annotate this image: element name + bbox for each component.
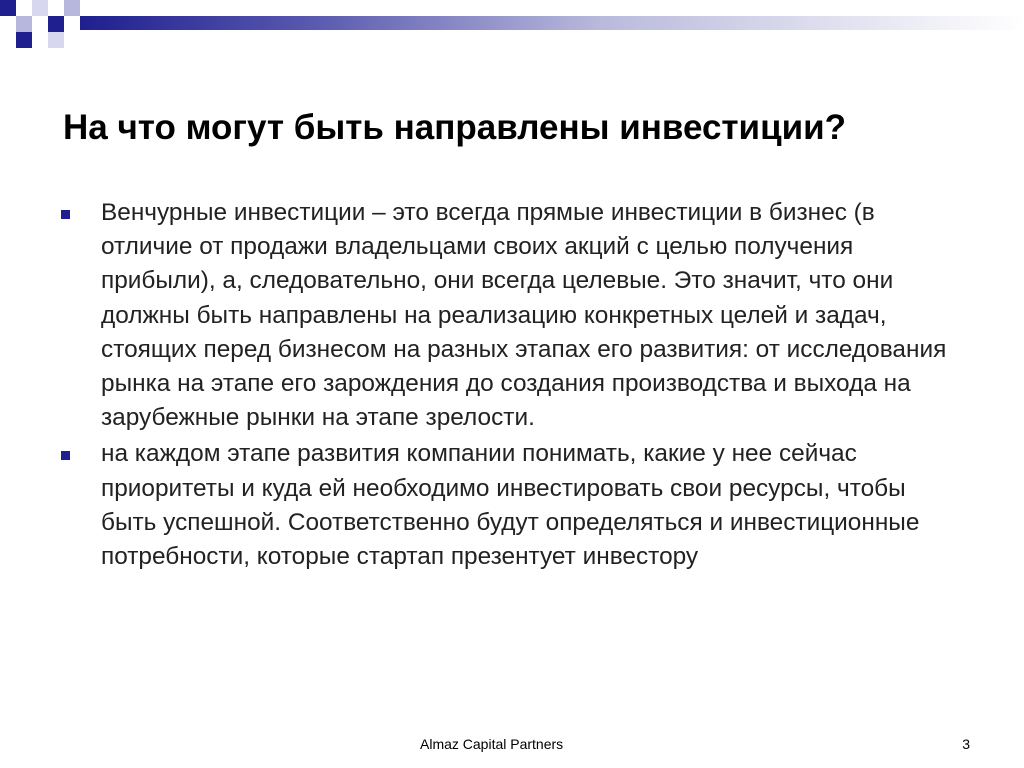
decorative-square-icon — [16, 16, 32, 32]
bullet-text: на каждом этапе развития компании понимать, какие у нее сейчас приоритеты и куда ей необходимо инвестировать свои ресурсы, чтобы быть успешной. Соответственно будут определяться и инвестиционные потребности, которые стартап презентует инвестору — [101, 440, 920, 571]
page-number: 3 — [962, 736, 970, 752]
slide-title: На что могут быть направлены инвестиции? — [63, 108, 847, 147]
decorative-square-icon — [16, 32, 32, 48]
decorative-square-icon — [48, 16, 64, 32]
decorative-square-icon — [32, 0, 48, 16]
bullet-text: Венчурные инвестиции – это всегда прямые инвестиции в бизнес (в отличие от продажи владельцами своих акций с целью получения прибыли), а, следовательно, они всегда целевые. Это значит, что они должны быть направлены на реализацию конкретных целей и задач, стоящих перед бизнесом на разных этапах его развития: от исследования рынка на этапе его зарождения до создания производства и выхода на зарубежные рынки на этапе зрелости. — [101, 199, 947, 432]
square-bullet-icon — [61, 210, 70, 219]
header-gradient-bar — [80, 16, 1024, 30]
footer-company-name: Almaz Capital Partners — [420, 736, 564, 752]
bullet-list — [60, 196, 960, 574]
decorative-square-icon — [48, 32, 64, 48]
decorative-square-icon — [64, 0, 80, 16]
bullet-item — [60, 196, 960, 435]
square-bullet-icon — [61, 451, 70, 460]
decorative-square-icon — [0, 0, 16, 16]
bullet-item — [60, 437, 960, 574]
